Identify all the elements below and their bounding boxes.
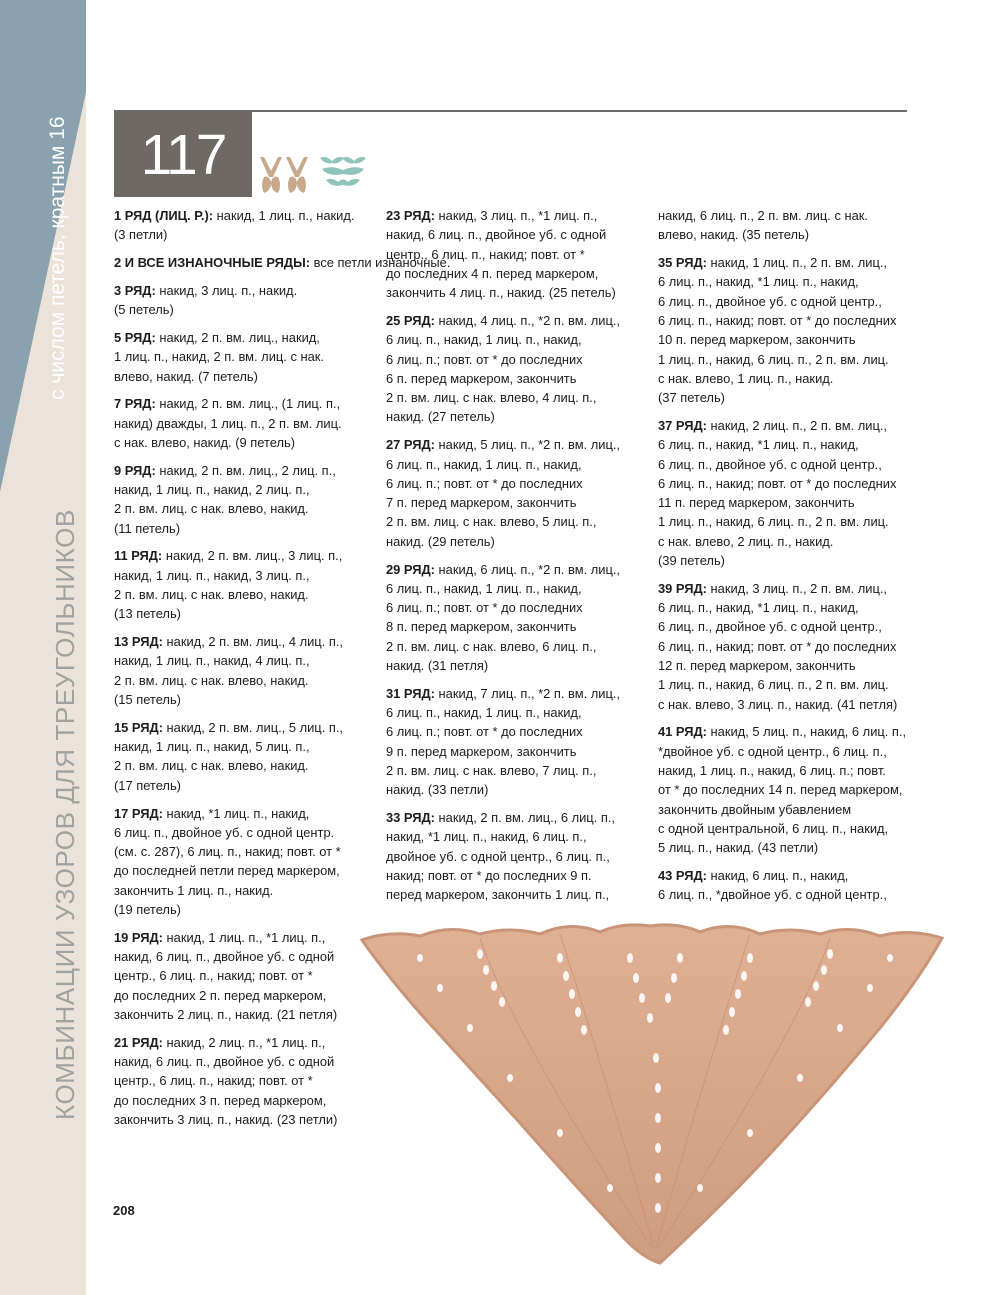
instruction-line	[114, 1033, 374, 1052]
instruction-line	[658, 532, 918, 551]
instruction-row	[114, 394, 374, 452]
row-label: 13 РЯД:	[114, 634, 163, 650]
instruction-line	[386, 761, 646, 780]
instruction-row	[386, 435, 646, 551]
row-text: 6 лиц. п., накид; повт. от * до последних	[658, 475, 897, 491]
row-text: с нак. влево, 3 лиц. п., накид. (41 петля)	[658, 696, 898, 712]
row-text: накид, 1 лиц. п., накид, 4 лиц. п.,	[114, 653, 310, 669]
row-text: накид, 2 п. вм. лиц., 6 лиц. п.,	[438, 810, 615, 826]
instruction-row	[114, 253, 451, 272]
row-label: 41 РЯД:	[658, 724, 707, 740]
instruction-line	[658, 838, 918, 857]
row-text: (39 петель)	[658, 553, 725, 569]
instruction-line	[386, 311, 646, 330]
instruction-line	[386, 780, 646, 799]
instructions-column-2	[386, 206, 646, 913]
row-text: 2 п. вм. лиц. с нак. влево, 4 лиц. п.,	[386, 390, 597, 406]
instruction-line	[658, 206, 918, 225]
instruction-line	[386, 560, 646, 579]
row-text: 6 лиц. п., накид, 1 лиц. п., накид,	[386, 332, 582, 348]
instruction-line	[658, 455, 918, 474]
instruction-line	[114, 900, 374, 919]
row-text: влево, накид. (7 петель)	[114, 368, 258, 384]
instruction-row	[386, 311, 646, 427]
instruction-line	[114, 881, 374, 900]
row-text: 6 лиц. п., *двойное уб. с одной центр.,	[658, 887, 887, 903]
instruction-line	[114, 461, 374, 480]
row-text: накид, 6 лиц. п., двойное уб. с одной	[114, 1054, 335, 1070]
row-text: накид, 2 лиц. п., *1 лиц. п.,	[166, 1034, 326, 1050]
row-text: 6 лиц. п., накид; повт. от * до последних	[658, 312, 897, 328]
difficulty-yarn-loops-icon	[258, 155, 310, 195]
row-text: 5 лиц. п., накид. (43 петли)	[658, 840, 819, 856]
row-text: накид, 1 лиц. п., накид, 3 лиц. п.,	[114, 567, 310, 583]
row-label: 7 РЯД:	[114, 396, 156, 412]
row-text: закончить 4 лиц. п., накид. (25 петель)	[386, 285, 616, 301]
row-text: накид, 6 лиц. п., двойное уб. с одной	[386, 227, 607, 243]
row-text: накид. (31 петля)	[386, 658, 489, 674]
row-label: 37 РЯД:	[658, 417, 707, 433]
instruction-line	[386, 206, 646, 225]
instruction-line	[386, 330, 646, 349]
row-text: 6 лиц. п., накид, *1 лиц. п., накид,	[658, 437, 859, 453]
row-label: 5 РЯД:	[114, 329, 156, 345]
instruction-line	[386, 474, 646, 493]
instruction-line	[386, 283, 646, 302]
instruction-line	[114, 499, 374, 518]
instruction-line	[386, 369, 646, 388]
chapter-title: КОМБИНАЦИИ УЗОРОВ ДЛЯ ТРЕУГОЛЬНИКОВ	[50, 509, 80, 1120]
row-text: 6 лиц. п.; повт. от * до последних	[386, 600, 583, 616]
instruction-line	[386, 847, 646, 866]
instruction-line	[386, 808, 646, 827]
row-text: закончить двойным убавлением	[658, 801, 852, 817]
instruction-line	[386, 512, 646, 531]
row-text: накид. (29 петель)	[386, 533, 495, 549]
instruction-line	[658, 435, 918, 454]
row-text: 2 п. вм. лиц. с нак. влево, 7 лиц. п.,	[386, 763, 597, 779]
knitted-shawl-photo	[360, 918, 945, 1268]
row-label: 39 РЯД:	[658, 580, 707, 596]
instruction-line	[114, 1052, 374, 1071]
instruction-line	[658, 695, 918, 714]
instruction-line	[386, 617, 646, 636]
sidebar-accent-triangle	[0, 0, 86, 492]
row-text: 2 п. вм. лиц. с нак. влево, накид.	[114, 501, 309, 517]
row-text: (см. с. 287), 6 лиц. п., накид; повт. от *	[114, 844, 341, 860]
row-text: двойное уб. с одной центр., 6 лиц. п.,	[386, 848, 610, 864]
instruction-line	[658, 253, 918, 272]
row-text: все петли изнаночные.	[313, 255, 451, 271]
instruction-line	[658, 579, 918, 598]
instruction-line	[114, 776, 374, 795]
row-text: центр., 6 лиц. п., накид; повт. от *	[114, 968, 313, 984]
row-text: накид, 2 п. вм. лиц., 2 лиц. п.,	[159, 462, 336, 478]
row-text: накид, 1 лиц. п., накид, 5 лиц. п.,	[114, 739, 310, 755]
instruction-line	[658, 474, 918, 493]
row-text: (13 петель)	[114, 606, 181, 622]
row-text: накид, 1 лиц. п., накид, 6 лиц. п.; повт.	[658, 763, 886, 779]
row-text: накид, 3 лиц. п., 2 п. вм. лиц.,	[710, 580, 887, 596]
instruction-line	[386, 264, 646, 283]
instruction-line	[114, 651, 374, 670]
instruction-row	[658, 253, 918, 407]
row-label: 3 РЯД:	[114, 282, 156, 298]
row-label: 31 РЯД:	[386, 685, 435, 701]
instruction-line	[114, 546, 374, 565]
row-text: 6 лиц. п.; повт. от * до последних	[386, 724, 583, 740]
row-text: до последней петли перед маркером,	[114, 863, 340, 879]
row-text: закончить 1 лиц. п., накид.	[114, 882, 274, 898]
row-text: с одной центральной, 6 лиц. п., накид,	[658, 820, 889, 836]
row-text: 10 п. перед маркером, закончить	[658, 332, 856, 348]
instruction-line	[114, 986, 374, 1005]
row-text: накид; повт. от * до последних 9 п.	[386, 868, 592, 883]
instruction-line	[386, 742, 646, 761]
row-text: (5 петель)	[114, 302, 174, 318]
row-text: центр., 6 лиц. п., накид; повт. от *	[114, 1073, 313, 1089]
instruction-line	[658, 369, 918, 388]
instruction-line	[114, 632, 374, 651]
row-text: (17 петель)	[114, 777, 181, 793]
chapter-sidebar	[0, 0, 86, 1295]
instruction-line	[386, 866, 646, 885]
instruction-line	[386, 637, 646, 656]
instruction-row	[658, 866, 918, 905]
instruction-line	[658, 761, 918, 780]
row-text: накид, 6 лиц. п., накид,	[710, 868, 849, 883]
instruction-line	[658, 800, 918, 819]
instruction-line	[386, 579, 646, 598]
instruction-line	[114, 300, 374, 319]
row-text: 6 лиц. п., накид, *1 лиц. п., накид,	[658, 274, 859, 290]
instruction-line	[114, 690, 374, 709]
instruction-line	[114, 281, 374, 300]
row-text: накид, 2 п. вм. лиц., 5 лиц. п.,	[166, 719, 343, 735]
yarn-weight-skeins-icon	[318, 155, 368, 189]
instruction-line	[658, 350, 918, 369]
row-text: 6 лиц. п., накид; повт. от * до последних	[658, 638, 897, 654]
instruction-line	[386, 245, 646, 264]
row-text: 6 лиц. п., накид, 1 лиц. п., накид,	[386, 580, 582, 596]
instruction-row	[658, 579, 918, 714]
row-text: 12 п. перед маркером, закончить	[658, 658, 856, 674]
instruction-line	[658, 885, 918, 904]
instruction-line	[386, 684, 646, 703]
row-text: 9 п. перед маркером, закончить	[386, 743, 577, 759]
row-label: 19 РЯД:	[114, 929, 163, 945]
row-label: 25 РЯД:	[386, 312, 435, 328]
instruction-line	[658, 617, 918, 636]
row-text: 6 лиц. п., двойное уб. с одной центр.,	[658, 456, 882, 472]
instruction-line	[114, 206, 374, 225]
instruction-row	[114, 928, 374, 1024]
instruction-line	[658, 311, 918, 330]
instruction-row	[386, 684, 646, 800]
row-text: с нак. влево, 1 лиц. п., накид.	[658, 370, 834, 386]
instruction-line	[114, 367, 374, 386]
instruction-row	[114, 718, 374, 795]
instruction-line	[658, 656, 918, 675]
row-text: накид, *1 лиц. п., накид, 6 лиц. п.,	[386, 829, 587, 845]
instruction-line	[386, 827, 646, 846]
row-text: 6 лиц. п., накид, 1 лиц. п., накид,	[386, 456, 582, 472]
instruction-line	[114, 1110, 374, 1129]
instruction-line	[114, 861, 374, 880]
row-text: 2 п. вм. лиц. с нак. влево, 6 лиц. п.,	[386, 638, 597, 654]
row-text: 11 п. перед маркером, закончить	[658, 495, 855, 511]
instruction-row	[114, 1033, 374, 1129]
instruction-row	[386, 808, 646, 904]
instruction-line	[658, 225, 918, 244]
row-text: 6 лиц. п., накид, *1 лиц. п., накид,	[658, 600, 859, 616]
row-label: 1 РЯД (ЛИЦ. Р.):	[114, 208, 214, 223]
row-text: 2 п. вм. лиц. с нак. влево, накид.	[114, 587, 309, 603]
instruction-line	[114, 737, 374, 756]
row-label: 9 РЯД:	[114, 462, 156, 478]
row-text: накид. (33 петли)	[386, 782, 489, 798]
instruction-line	[658, 598, 918, 617]
instruction-line	[386, 225, 646, 244]
instruction-line	[114, 253, 451, 272]
row-text: влево, накид. (35 петель)	[658, 227, 810, 243]
row-text: накид) дважды, 1 лиц. п., 2 п. вм. лиц.	[114, 415, 342, 431]
row-text: 2 п. вм. лиц. с нак. влево, 5 лиц. п.,	[386, 514, 597, 530]
row-text: *двойное уб. с одной центр., 6 лиц. п.,	[658, 743, 887, 759]
row-text: 6 п. перед маркером, закончить	[386, 370, 577, 386]
instruction-row	[386, 206, 646, 302]
instruction-line	[386, 407, 646, 426]
row-text: до последних 3 п. перед маркером,	[114, 1092, 327, 1108]
instruction-line	[386, 435, 646, 454]
instruction-line	[114, 671, 374, 690]
row-text: накид, 2 п. вм. лиц., (1 лиц. п.,	[159, 396, 341, 412]
instruction-row	[658, 206, 918, 245]
row-label: 21 РЯД:	[114, 1034, 163, 1050]
row-text: 2 п. вм. лиц. с нак. влево, накид.	[114, 758, 309, 774]
row-label: 29 РЯД:	[386, 561, 435, 577]
row-text: 6 лиц. п.; повт. от * до последних	[386, 475, 583, 491]
instruction-row	[114, 632, 374, 709]
instruction-line	[386, 350, 646, 369]
row-text: накид, 2 п. вм. лиц., 4 лиц. п.,	[166, 634, 343, 650]
row-text: накид, 2 п. вм. лиц., накид,	[159, 329, 320, 345]
row-text: накид, 7 лиц. п., *2 п. вм. лиц.,	[438, 685, 621, 701]
row-text: 8 п. перед маркером, закончить	[386, 619, 577, 635]
instruction-line	[386, 722, 646, 741]
instruction-line	[114, 1005, 374, 1024]
row-text: накид, 6 лиц. п., двойное уб. с одной	[114, 949, 335, 965]
instruction-line	[658, 272, 918, 291]
instruction-line	[386, 455, 646, 474]
instruction-line	[114, 1091, 374, 1110]
instruction-row	[114, 461, 374, 538]
instruction-line	[658, 493, 918, 512]
row-text: 6 лиц. п., двойное уб. с одной центр.,	[658, 293, 882, 309]
instruction-line	[658, 780, 918, 799]
row-label: 11 РЯД:	[114, 548, 163, 564]
instruction-line	[658, 819, 918, 838]
instruction-row	[114, 546, 374, 623]
instruction-line	[114, 928, 374, 947]
row-text: до последних 2 п. перед маркером,	[114, 987, 327, 1003]
instruction-line	[114, 842, 374, 861]
instruction-line	[386, 703, 646, 722]
instruction-line	[386, 598, 646, 617]
row-label: 33 РЯД:	[386, 810, 435, 826]
instruction-line	[386, 388, 646, 407]
row-text: накид, 2 лиц. п., 2 п. вм. лиц.,	[710, 417, 887, 433]
row-text: 6 лиц. п., накид, 1 лиц. п., накид,	[386, 705, 582, 721]
instruction-row	[114, 804, 374, 920]
instruction-line	[658, 551, 918, 570]
instruction-line	[114, 225, 374, 244]
instruction-line	[114, 804, 374, 823]
instruction-row	[386, 560, 646, 676]
row-text: накид, 5 лиц. п., *2 п. вм. лиц.,	[438, 437, 621, 453]
instruction-line	[386, 656, 646, 675]
row-text: с нак. влево, 2 лиц. п., накид.	[658, 533, 834, 549]
row-text: закончить 2 лиц. п., накид. (21 петля)	[114, 1006, 338, 1022]
instruction-line	[658, 512, 918, 531]
row-text: накид, 3 лиц. п., *1 лиц. п.,	[438, 208, 598, 223]
instruction-line	[658, 637, 918, 656]
instruction-line	[386, 493, 646, 512]
instructions-column-3	[658, 206, 918, 913]
row-text: перед маркером, закончить 1 лиц. п.,	[386, 887, 610, 903]
instruction-row	[114, 328, 374, 386]
row-label: 23 РЯД:	[386, 208, 435, 223]
instruction-row	[658, 722, 918, 857]
row-text: 1 лиц. п., накид, 6 лиц. п., 2 п. вм. лиц.	[658, 514, 889, 530]
row-text: 6 лиц. п., двойное уб. с одной центр.	[114, 824, 335, 840]
instruction-line	[114, 414, 374, 433]
row-text: (37 петель)	[658, 390, 725, 406]
row-text: с нак. влево, накид. (9 петель)	[114, 434, 296, 450]
instruction-line	[114, 823, 374, 842]
instruction-line	[658, 742, 918, 761]
row-text: накид, *1 лиц. п., накид,	[166, 805, 310, 821]
instruction-line	[658, 416, 918, 435]
row-text: 1 лиц. п., накид, 2 п. вм. лиц. с нак.	[114, 349, 324, 365]
instruction-line	[658, 675, 918, 694]
row-text: накид, 2 п. вм. лиц., 3 лиц. п.,	[165, 548, 343, 564]
row-text: центр., 6 лиц. п., накид; повт. от *	[386, 246, 585, 262]
instruction-line	[114, 347, 374, 366]
instruction-line	[114, 718, 374, 737]
instruction-line	[114, 433, 374, 452]
row-text: 1 лиц. п., накид, 6 лиц. п., 2 п. вм. лиц.	[658, 677, 889, 693]
row-text: 6 лиц. п., двойное уб. с одной центр.,	[658, 619, 882, 635]
instruction-line	[114, 1071, 374, 1090]
row-label: 17 РЯД:	[114, 805, 163, 821]
row-text: (11 петель)	[114, 520, 181, 536]
row-text: накид, 1 лиц. п., накид.	[216, 208, 355, 223]
row-text: накид. (27 петель)	[386, 409, 495, 425]
row-text: накид, 1 лиц. п., 2 п. вм. лиц.,	[710, 255, 887, 271]
instruction-line	[658, 866, 918, 885]
instruction-row	[114, 281, 374, 320]
instruction-line	[114, 585, 374, 604]
row-label: 15 РЯД:	[114, 719, 163, 735]
row-text: (15 петель)	[114, 692, 181, 708]
instruction-line	[658, 292, 918, 311]
row-label: 43 РЯД:	[658, 868, 707, 883]
instruction-line	[114, 966, 374, 985]
instruction-row	[114, 206, 374, 245]
row-text: 1 лиц. п., накид, 6 лиц. п., 2 п. вм. лиц.	[658, 351, 889, 367]
instruction-line	[658, 722, 918, 741]
chapter-subtitle: с числом петель, кратным 16	[46, 116, 69, 400]
row-text: накид, 3 лиц. п., накид.	[159, 282, 298, 298]
instruction-line	[386, 532, 646, 551]
row-label: 35 РЯД:	[658, 255, 707, 271]
row-text: 2 п. вм. лиц. с нак. влево, накид.	[114, 672, 309, 688]
instruction-line	[658, 388, 918, 407]
row-text: накид, 1 лиц. п., *1 лиц. п.,	[166, 929, 326, 945]
instruction-line	[114, 480, 374, 499]
instruction-line	[114, 328, 374, 347]
row-text: накид, 1 лиц. п., накид, 2 лиц. п.,	[114, 482, 310, 498]
row-text: закончить 3 лиц. п., накид. (23 петли)	[114, 1111, 338, 1127]
row-label: 2 И ВСЕ ИЗНАНОЧНЫЕ РЯДЫ:	[114, 255, 311, 271]
row-text: (19 петель)	[114, 902, 181, 917]
pattern-number: 117	[114, 112, 252, 197]
row-text: накид, 4 лиц. п., *2 п. вм. лиц.,	[438, 312, 621, 328]
instruction-line	[114, 604, 374, 623]
instruction-line	[114, 394, 374, 413]
row-text: 6 лиц. п.; повт. от * до последних	[386, 351, 583, 367]
row-text: накид, 5 лиц. п., накид, 6 лиц. п.,	[710, 724, 907, 740]
row-text: 7 п. перед маркером, закончить	[386, 495, 577, 511]
instruction-line	[114, 566, 374, 585]
row-text: (3 петли)	[114, 227, 168, 243]
row-text: от * до последних 14 п. перед маркером,	[658, 782, 903, 798]
instruction-line	[386, 885, 646, 904]
instruction-line	[114, 947, 374, 966]
row-text: накид, 6 лиц. п., 2 п. вм. лиц. с нак.	[658, 208, 868, 223]
row-text: накид, 6 лиц. п., *2 п. вм. лиц.,	[438, 561, 621, 577]
instruction-line	[114, 519, 374, 538]
instruction-line	[114, 756, 374, 775]
page-number: 208	[113, 1203, 135, 1218]
row-label: 27 РЯД:	[386, 437, 435, 453]
instruction-row	[658, 416, 918, 570]
instruction-line	[658, 330, 918, 349]
row-text: до последних 4 п. перед маркером,	[386, 265, 599, 281]
